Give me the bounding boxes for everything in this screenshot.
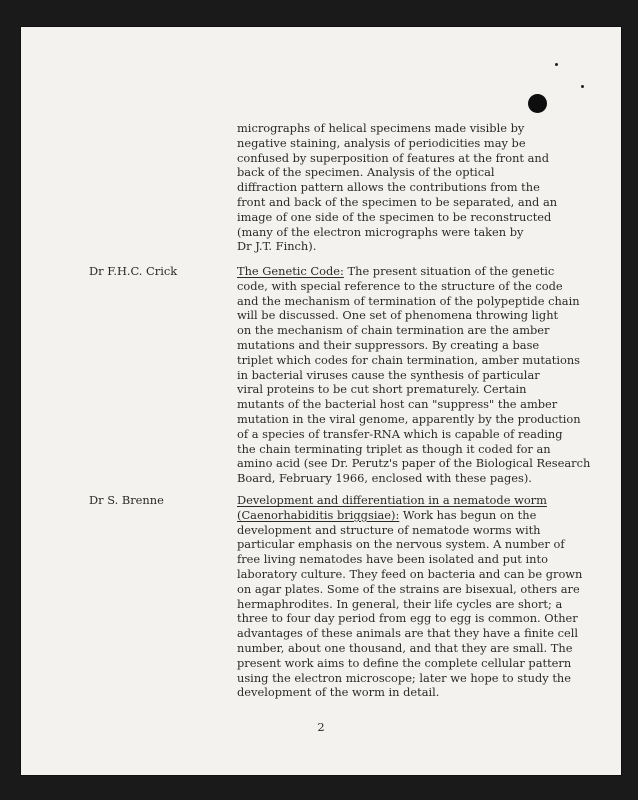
document-page: [20, 26, 622, 776]
nematode-heading-line1: Development and differentiation in a nematode worm: [237, 493, 547, 507]
genetic-code-heading: The Genetic Code:: [237, 264, 344, 278]
ink-speck: [581, 85, 584, 88]
nematode-section: [237, 493, 593, 700]
genetic-code-body: The present situation of the genetic code, with special reference to the structure of the code and the mechanism of termination of the polypeptide chain will be discussed. One set of phenomena throwing light on the mechanism of chain termination are the amber mutations and their suppressors. By creating a base triplet which codes for chain termination, amber mutations in bacterial viruses cause the synthesis of particular viral proteins to be cut short prematurely. Certain mutants of the bacterial host can "suppress" the amber mutation in the viral genome, apparently by the production of a species of transfer-RNA which is capable of reading the chain terminating triplet as though it coded for an amino acid (see Dr. Perutz's paper of the Biological Research Board, February 1966, enclosed with these pages).: [237, 264, 591, 486]
nematode-heading-line2: (Caenorhabiditis briggsiae):: [237, 507, 400, 522]
speaker-crick: Dr F.H.C. Crick: [89, 264, 178, 278]
genetic-code-section: [237, 264, 593, 486]
page-number: 2: [317, 720, 325, 734]
speaker-brenner: Dr S. Brenne: [89, 493, 164, 507]
punch-hole: [528, 94, 547, 113]
ink-speck: [555, 63, 558, 66]
intro-paragraph: micrographs of helical specimens made visible by negative staining, analysis of periodicities may be confused by superposition of features at the front and back of the specimen. Analysis of the optical diffraction pattern allows the contributions from the front and back of the specimen to be separated, and an image of one side of the specimen to be reconstructed (many of the electron micrographs were taken by Dr J.T. Finch).: [237, 121, 558, 254]
nematode-body: Work has begun on the development and structure of nematode worms with particular emphasis on the nervous system. A number of free living nematodes have been isolated and put into laboratory culture. They feed on bacteria and can be grown on agar plates. Some of the strains are bisexual, others are hermaphrodites. In general, their life cycles are short; a three to four day period from egg to egg is common. Other advantages of these animals are that they have a finite cell number, about one thousand, and that they are small. The present work aims to define the complete cellular pattern using the electron microscope; later we hope to study the development of the worm in detail.: [237, 507, 583, 700]
